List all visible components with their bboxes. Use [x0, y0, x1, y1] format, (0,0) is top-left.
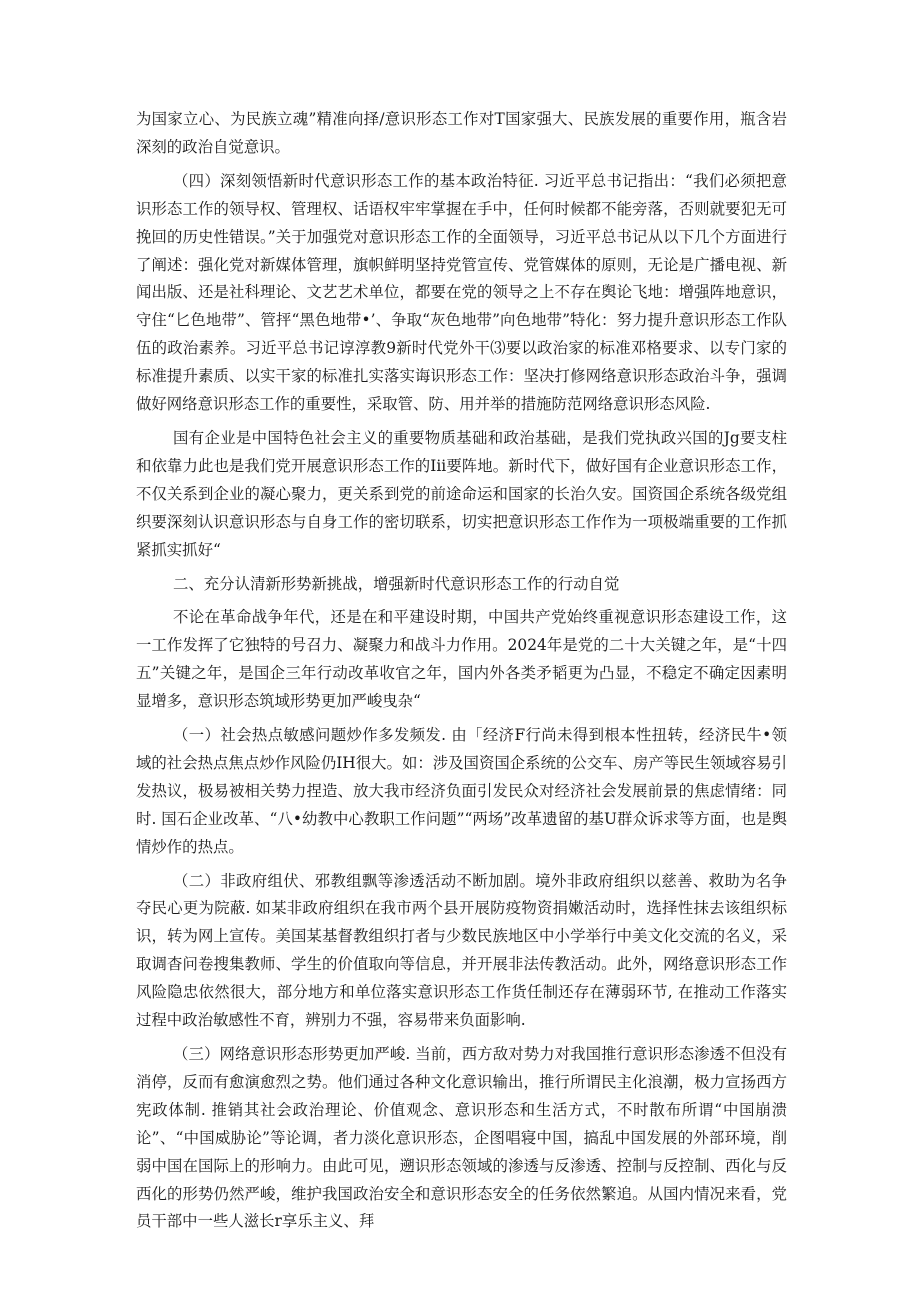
paragraph-section-four: （四）深刻领悟新时代意识形态工作的基本政治特征. 习近平总书记指出：“我们必须把意识形态工作的领导权、管理权、话语权牢牢掌握在手中，任何时候都不能旁落，否则就要犯无可挽回的历史性错误。”关于加强党对意识形态工作的全面领导，习近平总书记从以下几个方面进行了阐述：强化党对新媒体管理，旗帜鲜明坚持党管宣传、党管媒体的原则，无论是广播电视、新闻出版、还是社科理论、文艺艺术单位，都要在党的领导之上不存在舆论飞地：增强阵地意识，守住“匕色地带”、管抨“黑色地带•’、争取“灰色地带”向色地带”特化：努力提升意识形态工作队伍的政治素养。习近平总书记谆淳教9新时代党外干⑶要以政治家的标准邓格要求、以专门家的标准提升素质、以实干家的标准扎实落实诲识形态工作：坚决打修网络意识形态政治斗争，强调做好网络意识形态工作的重要性，采取管、防、用并举的措施防范网络意识形态风险. [136, 171, 787, 414]
paragraph-ngo-infiltration: （二）非政府组伏、邪教组飘等渗透活动不断加剧。境外非政府组织以慈善、救助为名争夺民心更为院蔽. 如某非政府组织在我市两个县开展防疫物资捐嫩活动时，选择性抹去该组织标识，转为网上宣传。美国某基督教组织打者与少数民族地区中小学举行中美文化交流的名义，采取调杳问卷搜集教师、学生的价值取向等信息，并开展非法传教活动。此外，网络意识形态工作风险隐忠依然很大，部分地方和单位落实意识形态工作货任制还存在薄弱环节, 在推动工作落实过程中政治敏感性不育，辨别力不强，容易带来负面影响. [136, 871, 787, 1030]
paragraph-soe-foundation: 国有企业是中国特色社会主义的重要物质基础和政治基础，是我们党执政兴国的Jg要支柱和依靠力此也是我们党开展意识形态工作的Iii要阵地。新时代下，做好国有企业意识形态工作，不仅关系到企业的凝心聚力，更关系到党的前途命运和国家的长治久安。国资国企系统各级党组织要深刻认识意识形态与自身工作的密切联系，切实把意识形态工作作为一项极端重要的工作抓紧抓实抓好“ [136, 428, 787, 559]
section-heading-two: 二、充分认清新形势新挑战，增强新时代意识形态工作的行动自觉 [173, 574, 620, 593]
paragraph-hotspot-issues: （一）社会热点敏感问题炒作多发频发. 由「经济F行尚未得到根本性扭转，经济民牛•领域的社会热点焦点炒作风险仍IH很大。如：涉及国资国企系统的公交车、房产等民生领域容易引发热议，极易被相关势力捏造、放大我市经济负面引发民众对经济社会发展前景的焦虑情绪：同时. 国石企业改革、“八•幼教中心教职工作问题”“两场”改革遗留的基U群众诉求等方面，也是舆情炒作的热点。 [136, 726, 787, 856]
paragraph-continuation: 为国家立心、为民族立魂”精准向择/意识形态工作对T国家强大、民族发展的重要作用，瓶含岩深刻的政治自觉意识。 [136, 110, 787, 156]
document-page [136, 106, 787, 1236]
paragraph-history: 不论在革命战争年代，还是在和平建设时期，中国共产党始终重视意识形态建设工作，这一工作发挥了它独特的号召力、凝聚力和战斗力作用。2024年是党的二十大关键之年，是“十四五”关键之年，是国企三年行动改革收官之年，国内外各类矛韬更为凸显，不稳定不确定因素明显增多，意识形态筑域形势更加严峻曳杂“ [136, 608, 787, 711]
paragraph-network-ideology: （三）网络意识形态形势更加严峻. 当前，西方敌对势力对我国推行意识形态渗透不但没有消停，反而有愈演愈烈之势。他们通过各种文化意识输出，推行所谓民主化浪潮，极力宣扬西方宪政体制. 推销其社会政治理论、价值观念、意识形态和生活方式，不时散布所谓“中国崩溃论”、“中国威胁论”等论调，者力淡化意识形态，企图唱寝中国，搞乱中国发展的外部环境，削弱中国在国际上的形响力。由此可见，遡识形态领域的渗透与反渗透、控制与反控制、西化与反西化的形势仍然严峻，维护我国政治安全和意识形态安全的任务依然繁追。从国内情况来看，党员干部中一些人滋长r享乐主义、拜 [136, 1045, 787, 1231]
